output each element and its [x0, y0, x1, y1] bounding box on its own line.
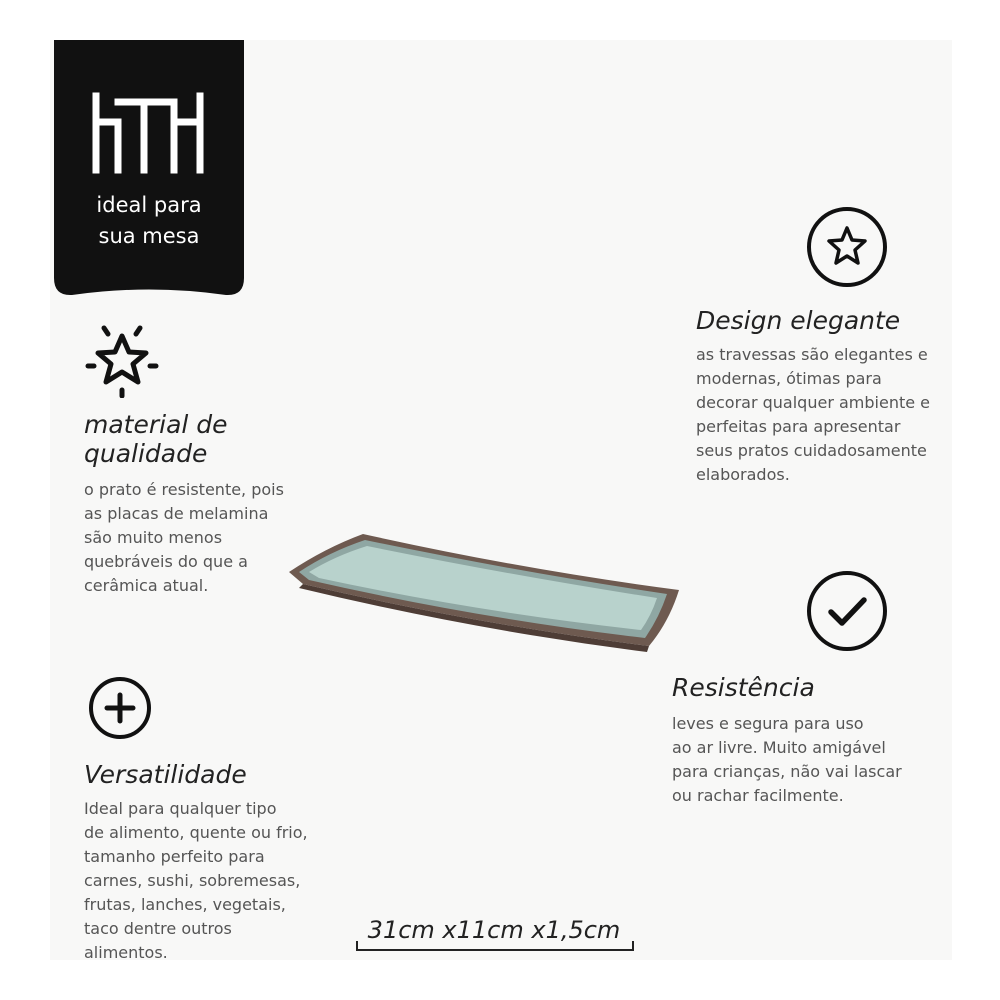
hth-logo-icon: [92, 92, 206, 174]
material-title-line1: material de: [84, 410, 228, 439]
sparkle-star-icon: [84, 322, 160, 398]
resistance-text-line: leves e segura para uso: [672, 714, 864, 733]
resistance-text: [672, 712, 902, 808]
versatility-text-line: alimentos.: [84, 943, 168, 962]
tagline-line2: sua mesa: [98, 224, 200, 248]
design-text-line: decorar qualquer ambiente e: [696, 393, 931, 412]
versatility-text-line: carnes, sushi, sobremesas,: [84, 871, 301, 890]
design-text: [696, 343, 930, 487]
resistance-text-line: ao ar livre. Muito amigável: [672, 738, 886, 757]
material-text-line: cerâmica atual.: [84, 576, 209, 595]
rectangular-plate-image: [285, 528, 685, 654]
resistance-text-line: para crianças, não vai lascar: [672, 762, 902, 781]
circle-check-icon: [806, 570, 888, 652]
tagline-line1: ideal para: [96, 193, 202, 217]
material-text-line: quebráveis do que a: [84, 552, 248, 571]
dimensions-text: 31cm x11cm x1,5cm: [367, 916, 621, 944]
design-title: Design elegante: [696, 306, 901, 335]
brand-banner: [54, 40, 244, 296]
material-text: [84, 478, 284, 598]
versatility-text: [84, 797, 308, 965]
material-title-line2: qualidade: [84, 439, 208, 468]
versatility-text-line: taco dentre outros: [84, 919, 232, 938]
design-text-line: seus pratos cuidadosamente: [696, 441, 927, 460]
design-text-line: elaborados.: [696, 465, 790, 484]
versatility-text-line: tamanho perfeito para: [84, 847, 265, 866]
dimensions-bracket: [356, 941, 634, 951]
dimensions-label: [356, 913, 632, 949]
design-text-line: as travessas são elegantes e: [696, 345, 928, 364]
resistance-title: Resistência: [672, 673, 815, 702]
versatility-text-line: Ideal para qualquer tipo: [84, 799, 277, 818]
versatility-title: Versatilidade: [84, 760, 247, 789]
material-text-line: as placas de melamina: [84, 504, 269, 523]
versatility-text-line: de alimento, quente ou frio,: [84, 823, 308, 842]
design-text-line: perfeitas para apresentar: [696, 417, 901, 436]
circle-plus-icon: [88, 676, 152, 740]
material-title: [84, 410, 228, 468]
material-text-line: são muito menos: [84, 528, 223, 547]
versatility-text-line: frutas, lanches, vegetais,: [84, 895, 286, 914]
resistance-text-line: ou rachar facilmente.: [672, 786, 844, 805]
circle-star-icon: [806, 206, 888, 288]
design-text-line: modernas, ótimas para: [696, 369, 882, 388]
material-text-line: o prato é resistente, pois: [84, 480, 284, 499]
